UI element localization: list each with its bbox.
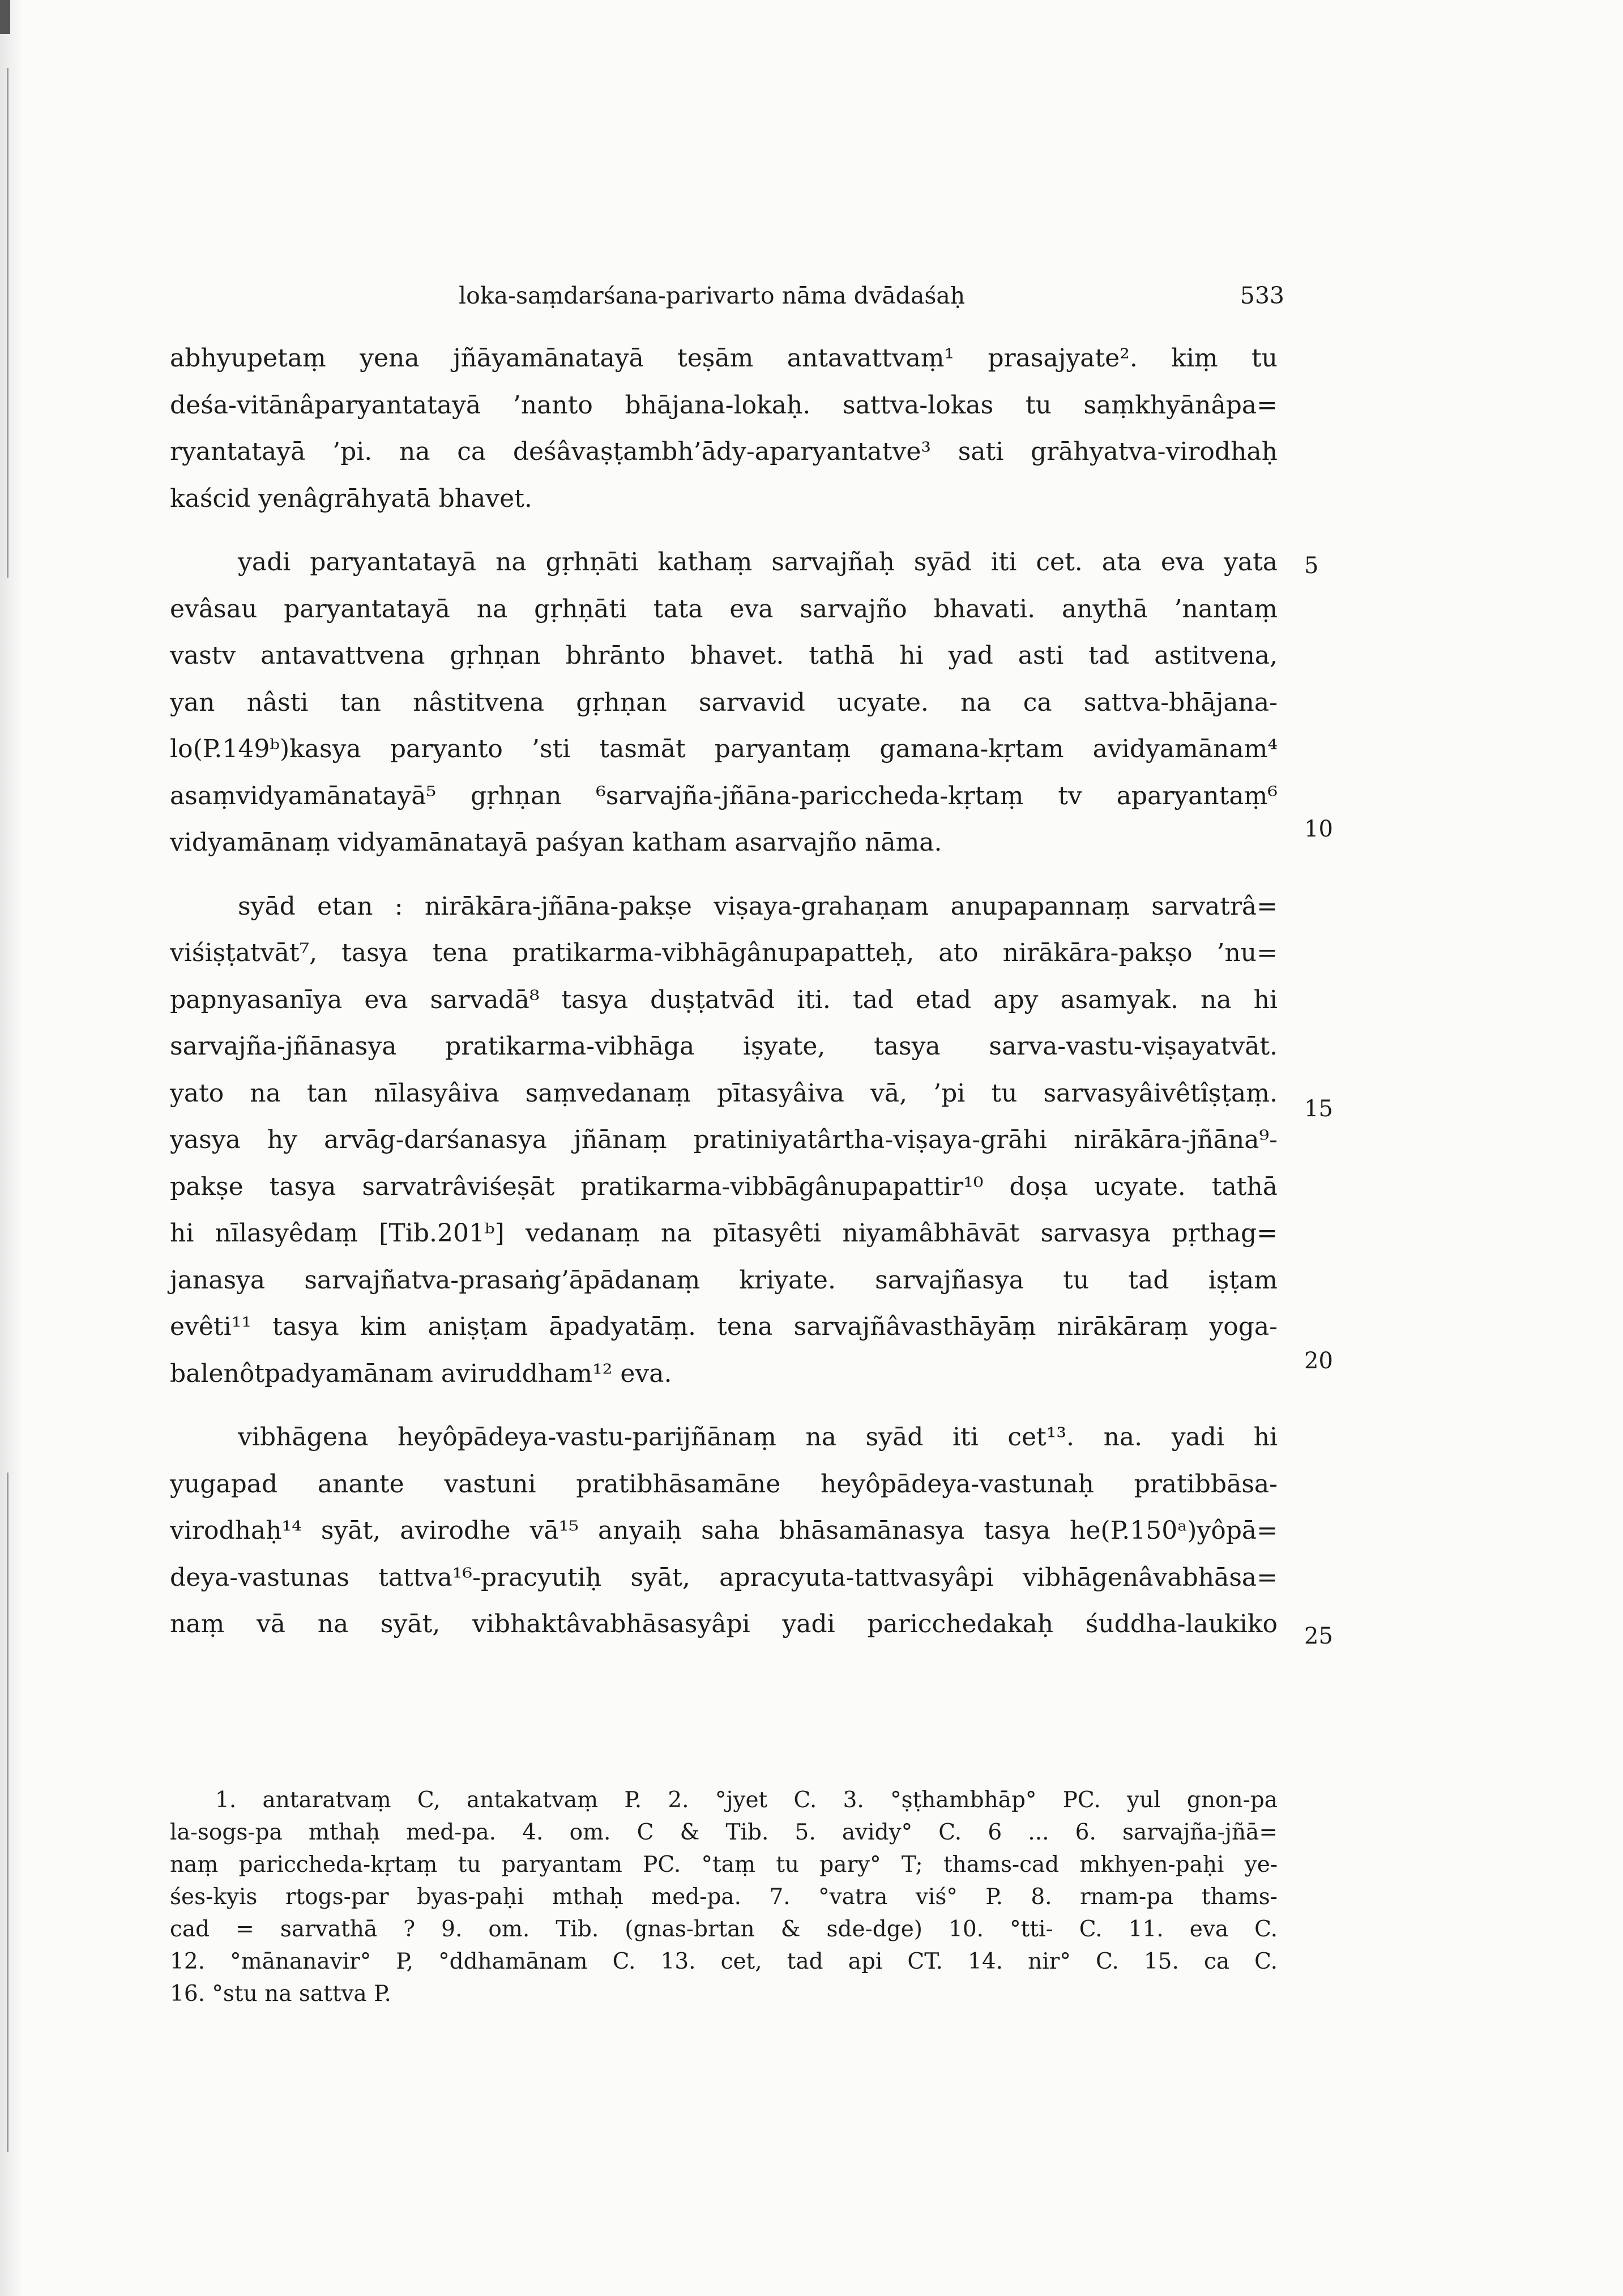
scan-binding-line — [7, 68, 8, 578]
paragraph — [170, 335, 1278, 522]
margin-line-number: 25 — [1304, 1623, 1333, 1649]
footnote-line: 1. antaratvaṃ C, antakatvaṃ P. 2. °jyet C. 3. °ṣṭhambhāp° PC. yul gnon-pa — [215, 1787, 1278, 1813]
scan-binding-line — [7, 1473, 8, 2152]
text-line: vastv antavattvena gṛhṇan bhrānto bhavet. tathā hi yad asti tad astitvena, — [170, 641, 1278, 670]
text-line: pakṣe tasya sarvatrâviśeṣāt pratikarma-vibbāgânupapattir¹⁰ doṣa ucyate. tathā — [170, 1172, 1278, 1201]
text-line: lo(P.149ᵇ)kasya paryanto ’sti tasmāt paryantaṃ gamana-kṛtam avidyamānam⁴ — [170, 735, 1278, 763]
text-line: deśa-vitānâparyantatayā ’nanto bhājana-lokaḥ. sattva-lokas tu saṃkhyānâpa= — [170, 390, 1278, 420]
paragraph — [170, 884, 1278, 1398]
footnote-line: naṃ pariccheda-kṛtaṃ tu paryantam PC. °taṃ tu pary° T; thams-cad mkhyen-paḥi ye- — [170, 1852, 1278, 1877]
text-line: yadi paryantatayā na gṛhṇāti kathaṃ sarvajñaḥ syād iti cet. ata eva yata — [238, 548, 1278, 577]
text-line: hi nīlasyêdaṃ [Tib.201ᵇ] vedanaṃ na pītasyêti niyamâbhāvāt sarvasya pṛthag= — [170, 1219, 1278, 1248]
footnote-line: la-sogs-pa mthaḥ med-pa. 4. om. C & Tib. 5. avidy° C. 6 ... 6. sarvajña-jñā= — [170, 1820, 1278, 1845]
running-title: loka-saṃdarśana-parivarto nāma dvādaśaḥ — [459, 282, 966, 309]
text-line: papnyasanīya eva sarvadā⁸ tasya duṣṭatvād iti. tad etad apy asamyak. na hi — [170, 985, 1278, 1014]
paragraph — [170, 1414, 1278, 1648]
text-line: viśiṣṭatvāt⁷, tasya tena pratikarma-vibhāgânupapatteḥ, ato nirākāra-pakṣo ’nu= — [170, 938, 1278, 967]
text-line: balenôtpadyamānam aviruddham¹² eva. — [170, 1359, 672, 1388]
scan-binding-mark — [0, 0, 10, 34]
text-line: janasya sarvajñatva-prasaṅg’āpādanaṃ kriyate. sarvajñasya tu tad iṣṭam — [170, 1265, 1278, 1295]
text-line: abhyupetaṃ yena jñāyamānatayā teṣām antavattvaṃ¹ prasajyate². kiṃ tu — [170, 344, 1278, 373]
text-line: kaścid yenâgrāhyatā bhavet. — [170, 484, 532, 513]
margin-line-number: 15 — [1304, 1096, 1333, 1122]
page-number: 533 — [1240, 282, 1284, 309]
text-line: yan nâsti tan nâstitvena gṛhṇan sarvavid ucyate. na ca sattva-bhājana- — [170, 688, 1278, 717]
text-line: evâsau paryantatayā na gṛhṇāti tata eva sarvajño bhavati. anythā ’nantaṃ — [170, 594, 1278, 624]
margin-line-number: 10 — [1304, 816, 1333, 842]
text-line: yasya hy arvāg-darśanasya jñānaṃ pratiniyatârtha-viṣaya-grāhi nirākāra-jñāna⁹- — [170, 1125, 1278, 1154]
main-text — [170, 335, 1278, 1648]
footnote-line: cad = sarvathā ? 9. om. Tib. (gnas-brtan & sde-dge) 10. °tti- C. 11. eva C. — [170, 1917, 1278, 1942]
footnote-line: 16. °stu na sattva P. — [170, 1981, 391, 2007]
text-line: deya-vastunas tattva¹⁶-pracyutiḥ syāt, apracyuta-tattvasyâpi vibhāgenâvabhāsa= — [170, 1563, 1278, 1592]
text-line: ryantatayā ’pi. na ca deśâvaṣṭambh’ādy-aparyantatve³ sati grāhyatva-virodhaḥ — [170, 437, 1278, 466]
text-line: naṃ vā na syāt, vibhaktâvabhāsasyâpi yadi paricchedakaḥ śuddha-laukiko — [170, 1610, 1278, 1638]
text-line: vidyamānaṃ vidyamānatayā paśyan katham asarvajño nāma. — [170, 828, 942, 857]
text-line: asaṃvidyamānatayā⁵ gṛhṇan ⁶sarvajña-jñāna-pariccheda-kṛtaṃ tv aparyantaṃ⁶ — [170, 781, 1278, 810]
text-line: evêti¹¹ tasya kim aniṣṭam āpadyatāṃ. tena sarvajñâvasthāyāṃ nirākāraṃ yoga- — [170, 1312, 1278, 1341]
text-line: vibhāgena heyôpādeya-vastu-parijñānaṃ na syād iti cet¹³. na. yadi hi — [238, 1423, 1278, 1452]
text-line: yato na tan nīlasyâiva saṃvedanaṃ pītasyâiva vā, ’pi tu sarvasyâivêtîṣṭaṃ. — [170, 1078, 1278, 1108]
paragraph — [170, 539, 1278, 867]
footnote-line: 12. °mānanavir° P, °ddhamānam C. 13. cet, tad api CT. 14. nir° C. 15. ca C. — [170, 1949, 1278, 1974]
footnote-line: śes-kyis rtogs-par byas-paḥi mthaḥ med-pa. 7. °vatra viś° P. 8. rnam-pa thams- — [170, 1884, 1278, 1910]
scan-edge-shadow — [0, 0, 23, 2296]
footnotes — [170, 1784, 1278, 2010]
margin-line-number: 5 — [1304, 553, 1319, 579]
text-line: virodhaḥ¹⁴ syāt, avirodhe vā¹⁵ anyaiḥ saha bhāsamānasya tasya he(P.150ᵃ)yôpā= — [170, 1516, 1278, 1545]
margin-line-number: 20 — [1304, 1348, 1333, 1374]
text-line: syād etan : nirākāra-jñāna-pakṣe viṣaya-grahaṇam anupapannaṃ sarvatrâ= — [238, 891, 1278, 921]
text-line: sarvajña-jñānasya pratikarma-vibhāga iṣyate, tasya sarva-vastu-viṣayatvāt. — [170, 1032, 1278, 1061]
text-line: yugapad anante vastuni pratibhāsamāne heyôpādeya-vastunaḥ pratibbāsa- — [170, 1469, 1278, 1499]
